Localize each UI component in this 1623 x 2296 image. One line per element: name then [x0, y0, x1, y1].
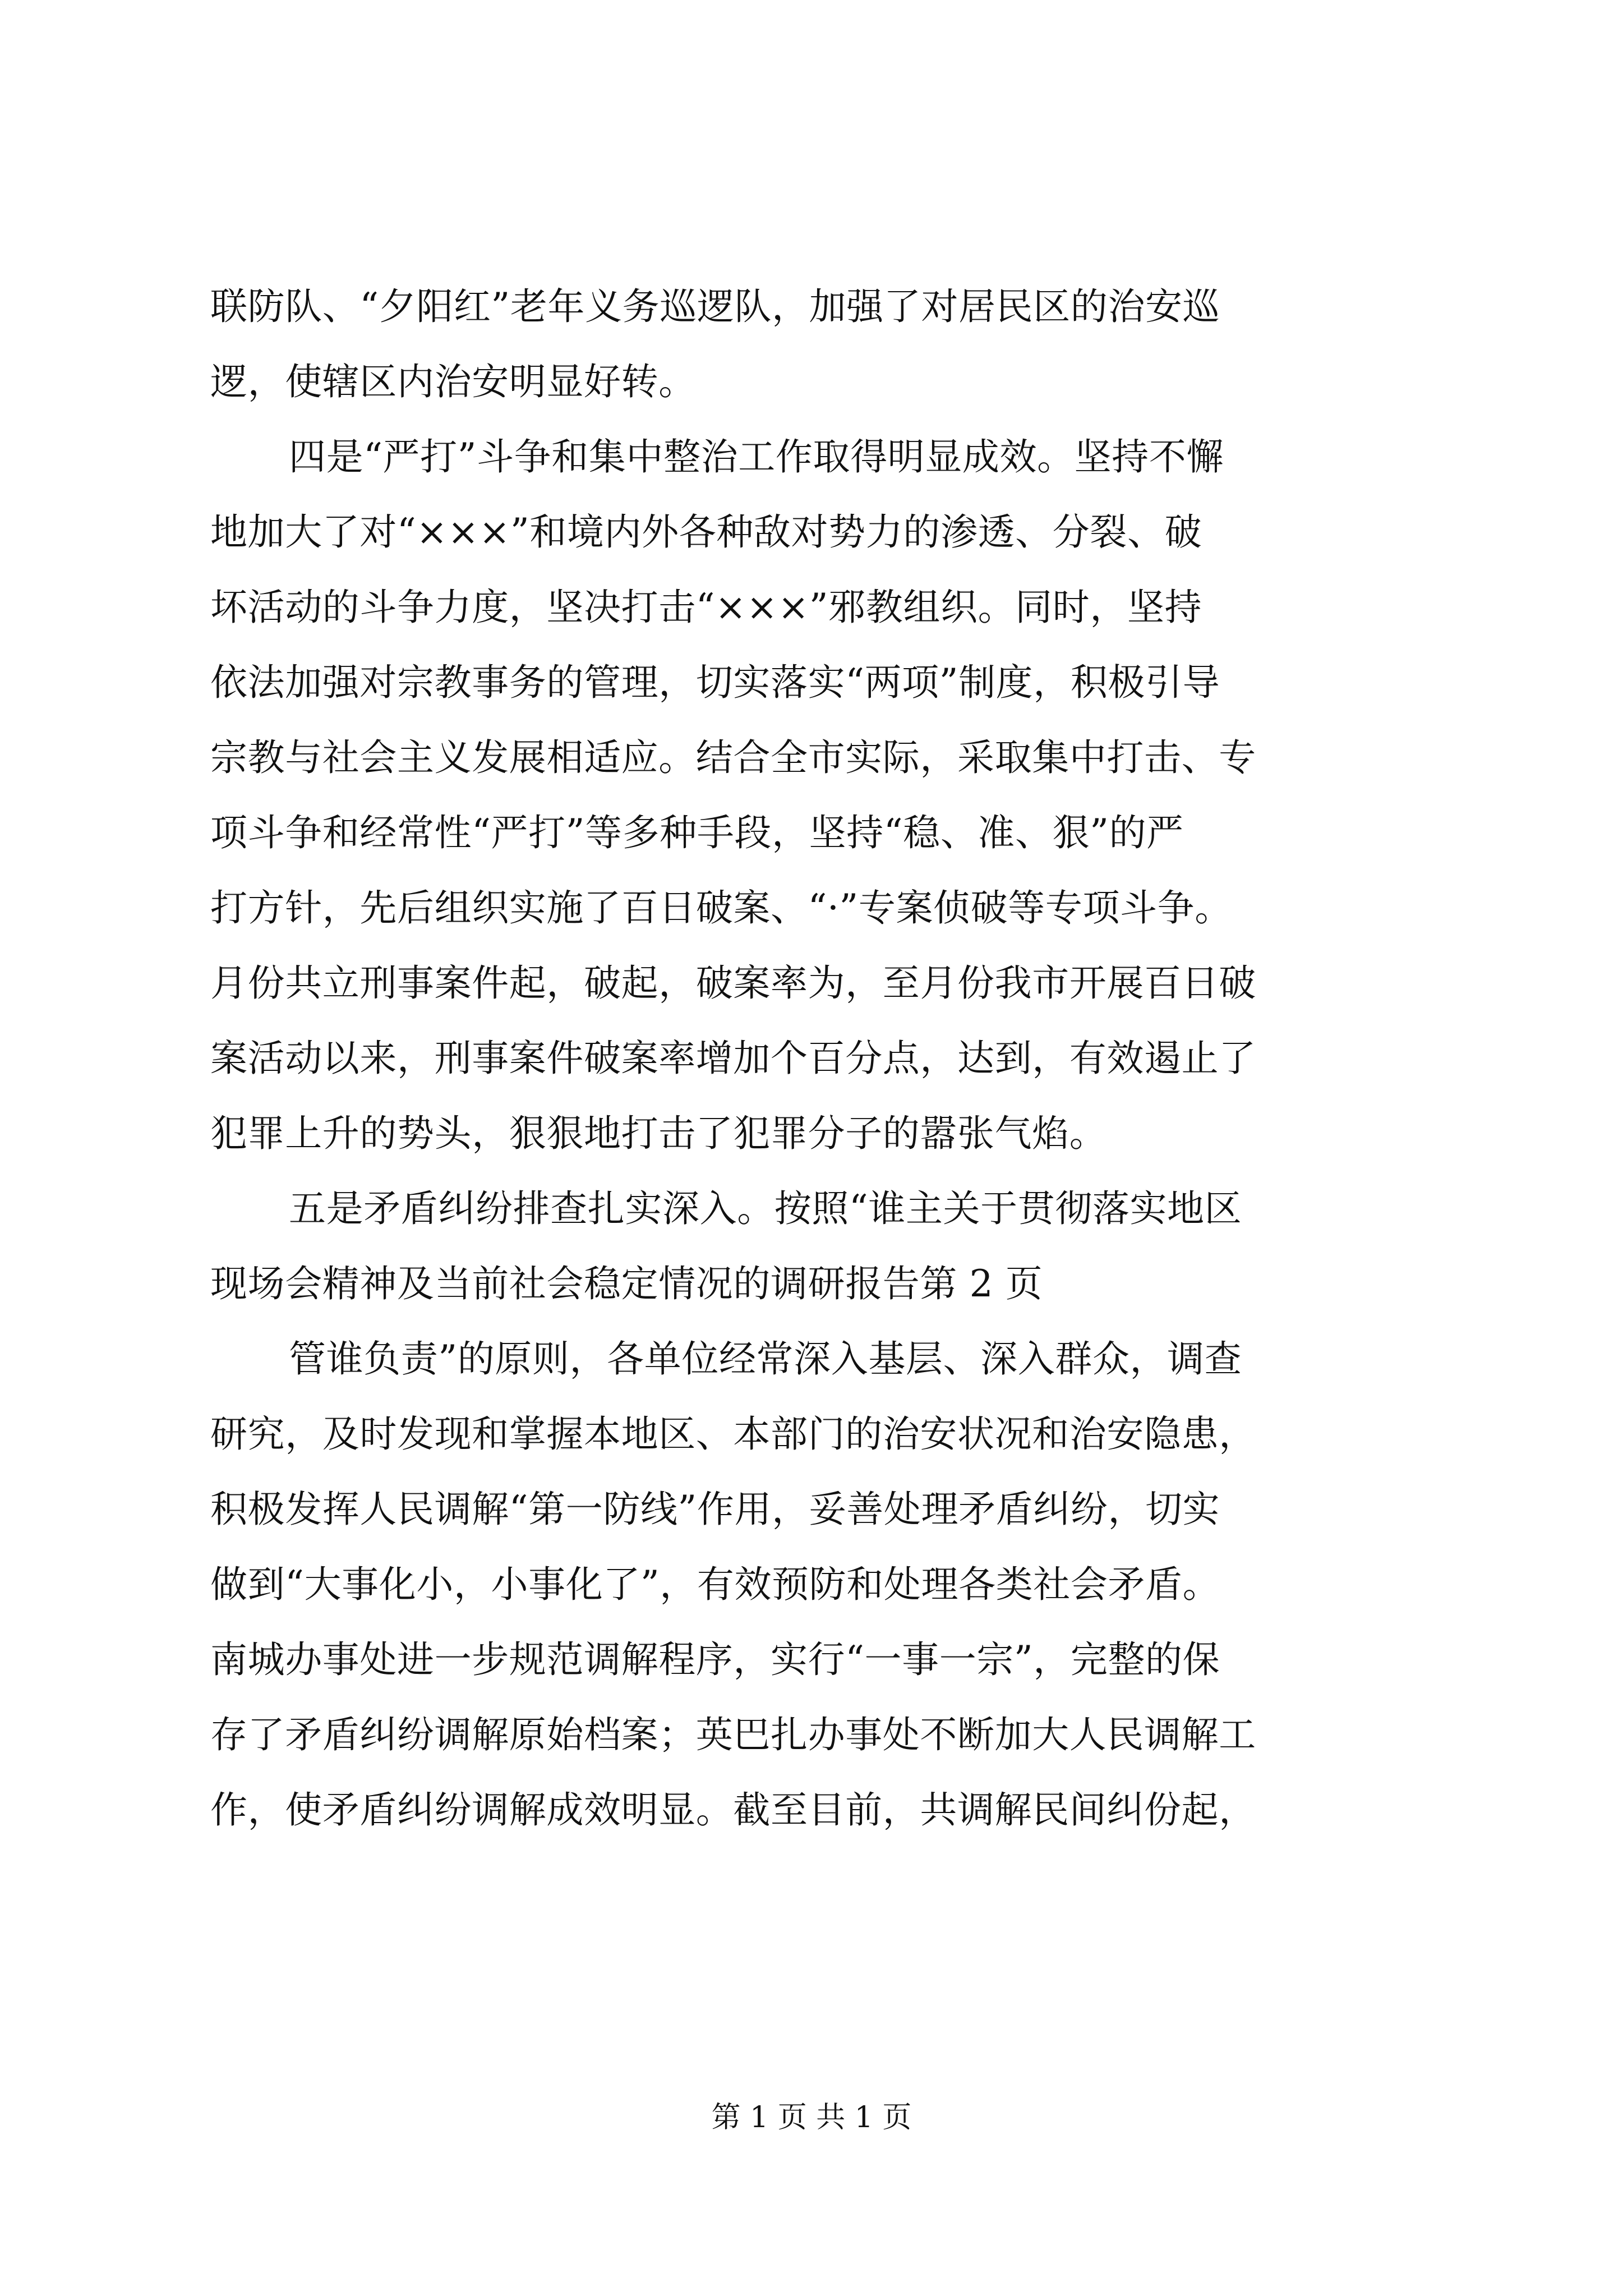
- text-line: 南城办事处进一步规范调解程序，实行“一事一宗”，完整的保: [210, 1638, 1220, 1681]
- text-line: 五是矛盾纠纷排查扎实深入。按照“谁主关于贯彻落实地区: [289, 1187, 1242, 1230]
- document-body: [210, 269, 1419, 1848]
- text-line: 现场会精神及当前社会稳定情况的调研报告第 2 页: [210, 1262, 1043, 1305]
- text-line: 四是“严打”斗争和集中整治工作取得明显成效。坚持不懈: [289, 435, 1224, 478]
- text-line: 联防队、“夕阳红”老年义务巡逻队，加强了对居民区的治安巡: [210, 285, 1220, 328]
- text-line: 坏活动的斗争力度，坚决打击“×××”邪教组织。同时，坚持: [210, 586, 1202, 629]
- text-line: 案活动以来，刑事案件破案率增加个百分点，达到，有效遏止了: [210, 1037, 1256, 1080]
- text-line: 地加大了对“×××”和境内外各种敌对势力的渗透、分裂、破: [210, 510, 1202, 554]
- text-line: 逻，使辖区内治安明显好转。: [210, 360, 696, 403]
- text-line: 研究，及时发现和掌握本地区、本部门的治安状况和治安隐患，: [210, 1412, 1256, 1456]
- text-line: 做到“大事化小，小事化了”，有效预防和处理各类社会矛盾。: [210, 1563, 1220, 1606]
- text-line: 依法加强对宗教事务的管理，切实落实“两项”制度，积极引导: [210, 661, 1220, 704]
- text-line: 积极发挥人民调解“第一防线”作用，妥善处理矛盾纠纷，切实: [210, 1488, 1220, 1531]
- text-line: 管谁负责”的原则，各单位经常深入基层、深入群众，调查: [289, 1337, 1242, 1381]
- text-line: 宗教与社会主义发展相适应。结合全市实际，采取集中打击、专: [210, 736, 1256, 779]
- page-footer: 第 1 页 共 1 页: [711, 2101, 912, 2134]
- text-line: 月份共立刑事案件起，破起，破案率为，至月份我市开展百日破: [210, 961, 1256, 1005]
- text-line: 作，使矛盾纠纷调解成效明显。截至目前，共调解民间纠份起，: [210, 1788, 1256, 1832]
- text-line: 打方针，先后组织实施了百日破案、“·”专案侦破等专项斗争。: [210, 886, 1232, 930]
- text-line: 犯罪上升的势头，狠狠地打击了犯罪分子的嚣张气焰。: [210, 1112, 1107, 1155]
- text-line: 存了矛盾纠纷调解原始档案；英巴扎办事处不断加大人民调解工: [210, 1713, 1256, 1756]
- text-line: 项斗争和经常性“严打”等多种手段，坚持“稳、准、狠”的严: [210, 811, 1184, 854]
